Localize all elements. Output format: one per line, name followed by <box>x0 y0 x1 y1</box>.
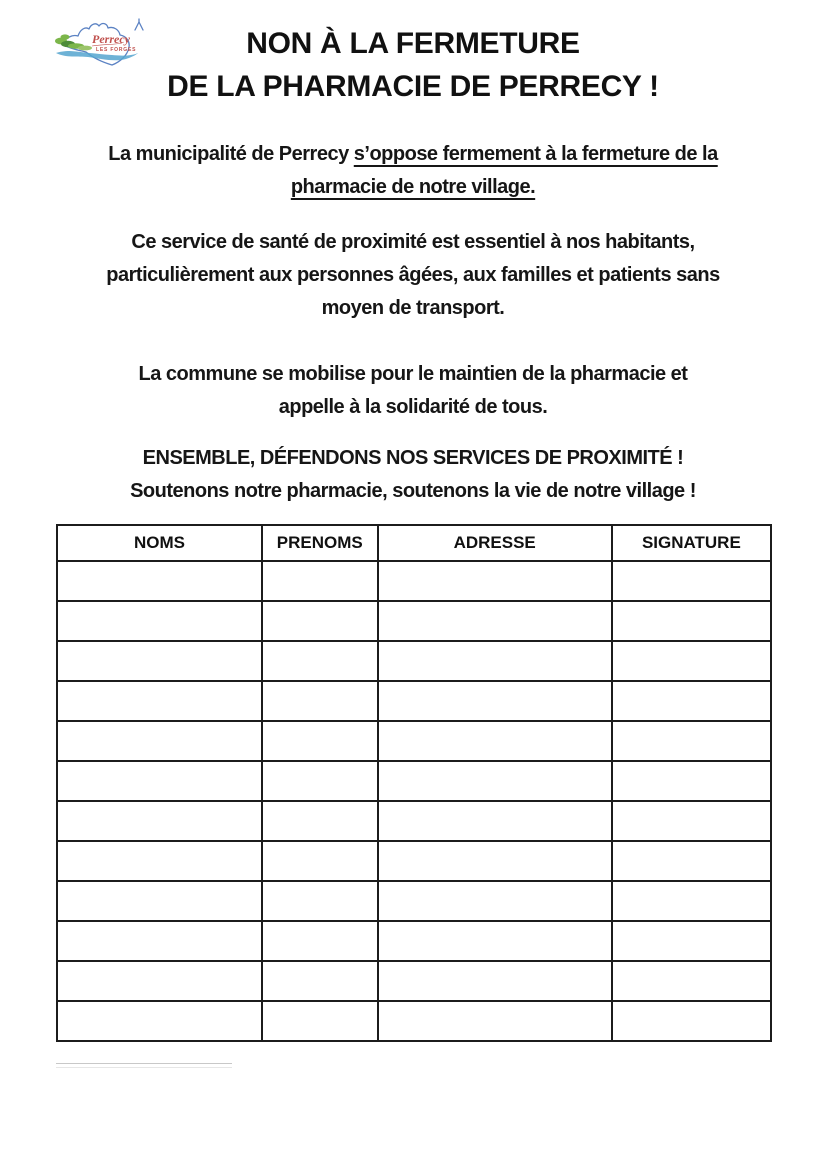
service-line-3: moyen de transport. <box>321 297 505 319</box>
signature-table <box>56 524 772 1042</box>
intro-paragraph <box>0 138 826 204</box>
commune-line-1: La commune se mobilise pour le maintien de la pharmacie et <box>138 363 688 385</box>
table-cell-empty <box>612 561 771 601</box>
table-cell-empty <box>378 801 612 841</box>
table-cell-empty <box>262 961 378 1001</box>
table-cell-empty <box>378 761 612 801</box>
header-adresse: ADRESSE <box>378 525 612 561</box>
table-cell-empty <box>378 601 612 641</box>
table-cell-empty <box>262 601 378 641</box>
service-paragraph <box>0 226 826 325</box>
table-cell-empty <box>378 961 612 1001</box>
table-cell-empty <box>262 761 378 801</box>
cta-line-2: Soutenons notre pharmacie, soutenons la vie de notre village ! <box>130 480 696 502</box>
table-cell-empty <box>612 1001 771 1041</box>
table-cell-empty <box>612 881 771 921</box>
table-cell-empty <box>262 841 378 881</box>
table-cell-empty <box>57 921 262 961</box>
signature-table-body <box>57 561 771 1041</box>
table-cell-empty <box>57 761 262 801</box>
header-signature: SIGNATURE <box>612 525 771 561</box>
table-cell-empty <box>378 681 612 721</box>
commune-line-2: appelle à la solidarité de tous. <box>278 396 548 418</box>
intro-line-2-underlined: pharmacie de notre village. <box>290 176 536 198</box>
cta-paragraph <box>0 442 826 508</box>
table-cell-empty <box>378 841 612 881</box>
table-cell-empty <box>262 681 378 721</box>
intro-line-1-underlined: s’oppose fermement à la fermeture de la <box>353 143 718 165</box>
table-header-row <box>57 525 771 561</box>
foliage-icon <box>55 34 92 50</box>
header-prenoms: PRENOMS <box>262 525 378 561</box>
table-cell-empty <box>57 641 262 681</box>
table-cell-empty <box>612 841 771 881</box>
table-cell-empty <box>262 801 378 841</box>
table-cell-empty <box>612 601 771 641</box>
scan-artifact-line <box>56 1063 232 1068</box>
table-row <box>57 721 771 761</box>
table-row <box>57 761 771 801</box>
table-cell-empty <box>378 881 612 921</box>
table-cell-empty <box>612 801 771 841</box>
table-row <box>57 961 771 1001</box>
table-cell-empty <box>378 641 612 681</box>
table-cell-empty <box>612 921 771 961</box>
table-cell-empty <box>57 681 262 721</box>
cta-line-1: ENSEMBLE, DÉFENDONS NOS SERVICES DE PROXIMITÉ ! <box>142 447 684 469</box>
table-cell-empty <box>57 1001 262 1041</box>
table-cell-empty <box>262 561 378 601</box>
table-row <box>57 601 771 641</box>
table-row <box>57 921 771 961</box>
table-row <box>57 841 771 881</box>
intro-line-2 <box>0 171 826 204</box>
title-line-2: DE LA PHARMACIE DE PERRECY ! <box>167 70 659 103</box>
table-row <box>57 561 771 601</box>
service-line-2: particulièrement aux personnes âgées, aux familles et patients sans <box>106 264 720 286</box>
table-cell-empty <box>612 761 771 801</box>
table-cell-empty <box>57 881 262 921</box>
table-cell-empty <box>57 961 262 1001</box>
table-cell-empty <box>262 1001 378 1041</box>
intro-line-1 <box>0 138 826 171</box>
table-cell-empty <box>262 721 378 761</box>
table-cell-empty <box>378 1001 612 1041</box>
table-cell-empty <box>57 801 262 841</box>
logo-village-name: Perrecy <box>92 32 130 46</box>
table-row <box>57 681 771 721</box>
table-row <box>57 801 771 841</box>
title-line-1: NON À LA FERMETURE <box>246 27 580 60</box>
table-cell-empty <box>378 921 612 961</box>
table-cell-empty <box>378 561 612 601</box>
table-cell-empty <box>378 721 612 761</box>
commune-paragraph <box>0 358 826 424</box>
logo-village-subtitle: LES FORGES <box>96 47 137 53</box>
table-cell-empty <box>57 601 262 641</box>
table-row <box>57 641 771 681</box>
service-line-1: Ce service de santé de proximité est essentiel à nos habitants, <box>131 231 695 253</box>
table-cell-empty <box>262 641 378 681</box>
table-row <box>57 1001 771 1041</box>
table-row <box>57 881 771 921</box>
village-logo <box>52 10 162 72</box>
table-cell-empty <box>57 561 262 601</box>
table-cell-empty <box>612 681 771 721</box>
intro-line-1-normal: La municipalité de Perrecy <box>108 143 354 165</box>
table-cell-empty <box>262 881 378 921</box>
table-cell-empty <box>612 721 771 761</box>
table-cell-empty <box>612 961 771 1001</box>
header-noms: NOMS <box>57 525 262 561</box>
table-cell-empty <box>57 841 262 881</box>
table-cell-empty <box>262 921 378 961</box>
table-cell-empty <box>612 641 771 681</box>
table-cell-empty <box>57 721 262 761</box>
